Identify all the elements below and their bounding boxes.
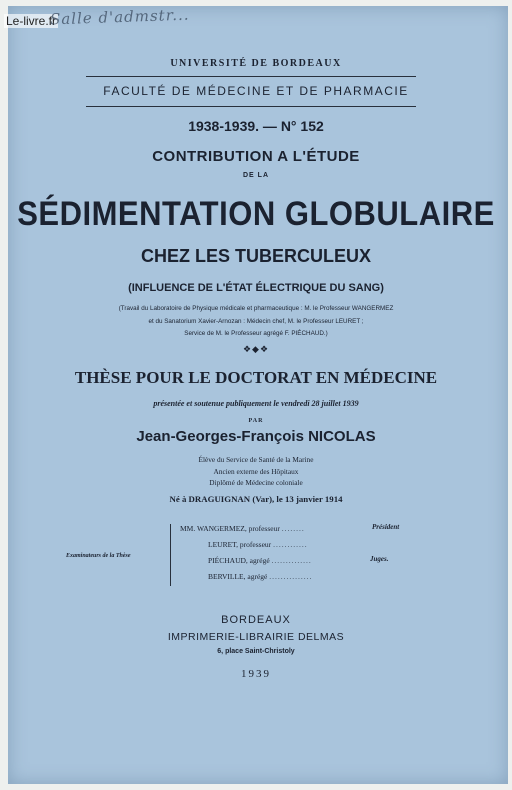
author-birth: Né à DRAGUIGNAN (Var), le 13 janvier 1914	[169, 494, 343, 504]
university-name: UNIVERSITÉ DE BORDEAUX	[170, 58, 342, 69]
by-label: PAR	[248, 418, 264, 424]
ornament: ❖◆❖	[242, 344, 270, 354]
title-de-la: DE LA	[243, 172, 269, 179]
laboratory-note-line: et du Sanatorium Xavier-Arnozan : Médecin chef, M. le Professeur LEURET ;	[148, 317, 364, 325]
thesis-title: THÈSE POUR LE DOCTORAT EN MÉDECINE	[74, 368, 438, 387]
imprint-address: 6, place Saint-Christoly	[217, 648, 295, 655]
header-rule-top	[86, 76, 416, 77]
laboratory-note	[0, 303, 512, 341]
qualification-line: Élève du Service de Santé de la Marine	[198, 455, 314, 464]
jury-member	[208, 572, 408, 581]
jury-member-dots: ........	[281, 524, 305, 533]
laboratory-note-line: (Travail du Laboratoire de Physique médicale et pharmaceutique : M. le Professeur WANGERMEZ	[118, 305, 394, 312]
author-name: Jean-Georges-François NICOLAS	[136, 428, 376, 445]
title-parenthetical: (INFLUENCE DE L'ÉTAT ÉLECTRIQUE DU SANG)	[128, 282, 384, 294]
jury-brace	[170, 524, 175, 586]
title-contribution: CONTRIBUTION A L'ÉTUDE	[152, 148, 360, 165]
handwritten-note: Salle d'admstr...	[49, 5, 190, 29]
qualification-line: Diplômé de Médecine coloniale	[209, 478, 303, 487]
jury-member-name: MM. WANGERMEZ, professeur	[180, 524, 280, 533]
title-sub: CHEZ LES TUBERCULEUX	[140, 246, 371, 266]
jury-member-dots: ..............	[271, 556, 312, 565]
defense-date: présentée et soutenue publiquement le vendredi 28 juillet 1939	[153, 399, 359, 408]
header-rule-bottom	[86, 106, 416, 107]
imprint-city: BORDEAUX	[221, 614, 291, 626]
title-main: SÉDIMENTATION GLOBULAIRE	[17, 193, 495, 234]
role-judges: Juges.	[370, 555, 389, 563]
imprint-printer: IMPRIMERIE-LIBRAIRIE DELMAS	[167, 631, 345, 643]
jury-member-dots: ...............	[269, 572, 313, 581]
author-qualifications	[0, 454, 512, 489]
role-president: Président	[372, 523, 400, 531]
jury-member	[208, 540, 408, 549]
jury-member-name: BERVILLE, agrégé	[208, 572, 268, 581]
watermark: Le-livre.fr	[6, 14, 57, 28]
year-number: 1938-1939. — N° 152	[188, 118, 324, 134]
laboratory-note-line: Service de M. le Professeur agrégé F. PIÉCHAUD.)	[184, 330, 328, 337]
imprint-year: 1939	[241, 668, 271, 680]
jury-member-name: PIÉCHAUD, agrégé	[208, 556, 270, 565]
faculty-name: FACULTÉ DE MÉDECINE ET DE PHARMACIE	[103, 84, 409, 98]
jury-member-dots: ............	[273, 540, 308, 549]
qualification-line: Ancien externe des Hôpitaux	[213, 466, 299, 476]
jury-label: Examinateurs de la Thèse	[66, 553, 131, 559]
jury-member-name: LEURET, professeur	[208, 540, 272, 549]
